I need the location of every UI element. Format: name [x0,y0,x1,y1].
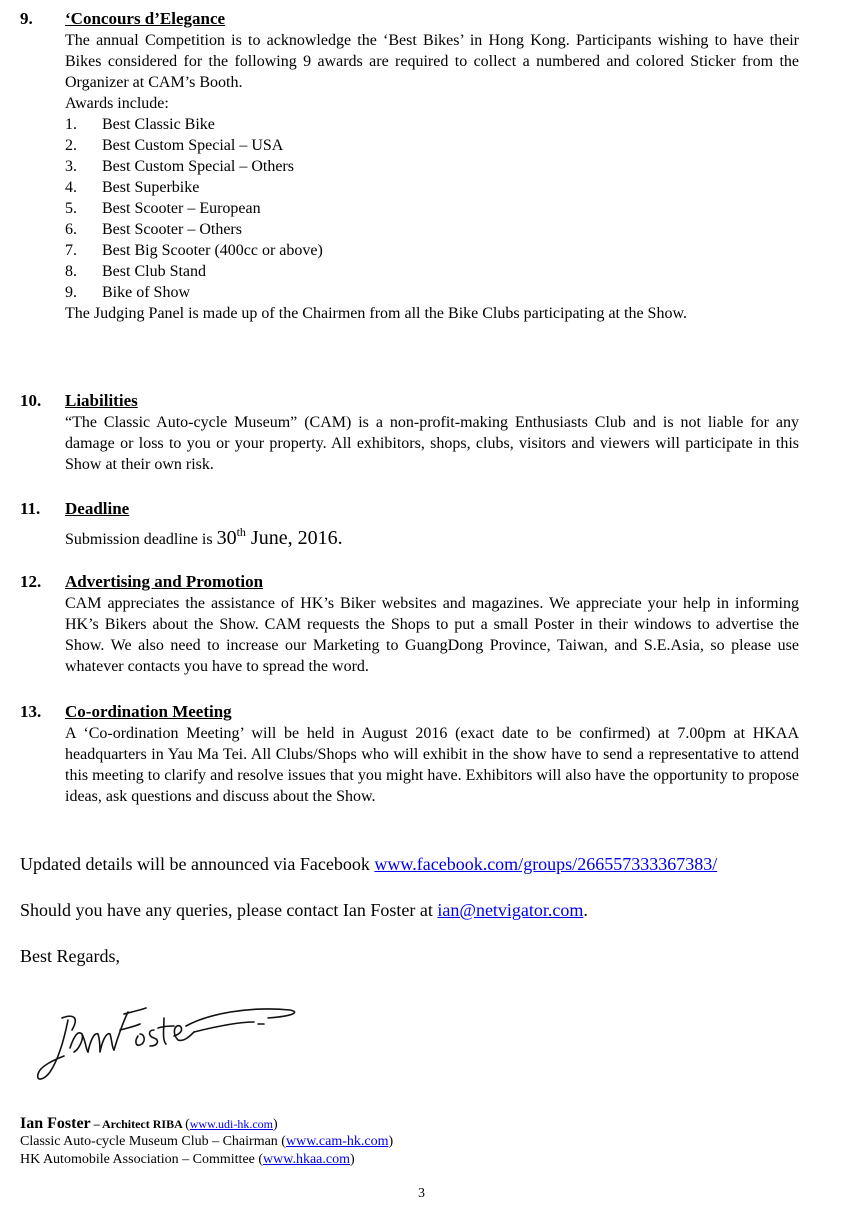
section-heading [20,571,800,593]
signature-block [20,1115,620,1169]
page-number: 3 [418,1186,425,1201]
list-label: Best Classic Bike [102,116,215,133]
liabilities-text: “The Classic Auto-cycle Museum” (CAM) is a non-profit-making Enthusiasts Club and is not liable for any damage or loss to you or your property. All exhibitors, shops, clubs, visitors and viewers will participate in this Show at their own risk. [65,414,799,473]
list-label: Best Scooter – Others [102,221,242,238]
list-label: Bike of Show [102,284,190,301]
concours-intro: The annual Competition is to acknowledge the ‘Best Bikes’ in Hong Kong. Participants wishing to have their Bikes considered for the following 9 awards are required to collect a numbered and colored Sticker from the Organizer at CAM’s Booth. [65,32,799,91]
awards-intro: Awards include: [65,95,169,112]
list-item [65,114,799,135]
section-body [65,412,799,475]
signature-hkaa-line [20,1151,620,1169]
advertising-text: CAM appreciates the assistance of HK’s Biker websites and magazines. We appreciate your help in informing HK’s Bikers about the Show. CAM requests the Shops to put a small Poster in their windows to advertise the Show. We also need to increase our Marketing to GuangDong Province, Taiwan, and S.E.Asia, so please use whatever contacts you have to spread the word. [65,595,799,675]
email-link[interactable]: ian@netvigator.com [437,900,584,920]
cam-link[interactable]: www.cam-hk.com [285,1134,389,1149]
deadline-day: 30 [216,527,237,549]
list-label: Best Club Stand [102,263,207,280]
hkaa-link[interactable]: www.hkaa.com [263,1152,350,1167]
cam-role-text: Classic Auto-cycle Museum Club – Chairman ( [20,1134,286,1149]
paren-close: ) [272,1117,278,1132]
paren-close: ) [388,1134,394,1149]
deadline-text [65,520,799,552]
section-number: 13. [20,702,42,721]
list-item [65,219,799,240]
paren-open: ( [185,1117,190,1132]
section-coordination [20,701,800,807]
signer-name: Ian Foster [20,1115,91,1132]
section-body [65,593,799,677]
section-title: ‘Concours d’Elegance [65,9,226,28]
list-number: 9. [65,284,77,301]
section-deadline [20,498,800,552]
section-number: 10. [20,391,42,410]
list-number: 3. [65,158,77,175]
section-liabilities [20,390,800,475]
contact-end: . [583,900,588,920]
section-number: 9. [20,9,33,28]
facebook-line [20,852,820,876]
handwritten-signature [28,990,308,1090]
section-heading [20,701,800,723]
regards-text: Best Regards, [20,946,120,966]
contact-text: Should you have any queries, please contact Ian Foster at [20,900,438,920]
regards-line [20,944,820,968]
deadline-prefix: Submission deadline is [65,531,217,548]
section-title: Liabilities [65,391,138,410]
hkaa-role-text: HK Automobile Association – Committee ( [20,1152,264,1167]
list-label: Best Big Scooter (400cc or above) [102,242,323,259]
list-item [65,261,799,282]
list-number: 2. [65,137,77,154]
section-body [65,723,799,807]
section-number: 12. [20,572,42,591]
list-item [65,282,799,303]
facebook-text: Updated details will be announced via Facebook [20,854,375,874]
section-number: 11. [20,499,41,518]
list-item [65,156,799,177]
list-number: 7. [65,242,77,259]
list-label: Best Custom Special – Others [102,158,294,175]
list-number: 8. [65,263,77,280]
section-heading [20,390,800,412]
facebook-link[interactable]: www.facebook.com/groups/266557333367383/ [374,854,718,874]
deadline-month-year: June, 2016. [245,527,343,549]
list-number: 1. [65,116,77,133]
list-number: 5. [65,200,77,217]
list-item [65,240,799,261]
udi-link[interactable]: www.udi-hk.com [189,1117,273,1131]
coordination-text: A ‘Co-ordination Meeting’ will be held in August 2016 (exact date to be confirmed) at 7.00pm at HKAA headquarters in Yau Ma Tei. All Clubs/Shops who will exhibit in the show have to send a representative to attend this meeting to clarify and resolve issues that you might have. Exhibitors will also have the opportunity to propose ideas, ask questions and discuss about the Show. [65,725,799,805]
section-concours [20,8,800,324]
list-label: Best Scooter – European [102,200,261,217]
section-title: Deadline [65,499,130,518]
list-label: Best Superbike [102,179,200,196]
section-title: Advertising and Promotion [65,572,264,591]
section-heading [20,8,800,30]
list-item [65,135,799,156]
list-item [65,177,799,198]
section-advertising [20,571,800,677]
list-number: 4. [65,179,77,196]
section-body [65,30,799,324]
signer-title: – Architect RIBA [90,1117,186,1131]
deadline-date [217,527,343,549]
signature-cam-line [20,1133,620,1151]
paren-close: ) [350,1152,355,1167]
judging-note: The Judging Panel is made up of the Chairmen from all the Bike Clubs participating at the Show. [65,305,687,322]
signature-name-line [20,1115,620,1133]
contact-line [20,898,820,922]
award-list [65,114,799,303]
section-heading [20,498,800,520]
list-label: Best Custom Special – USA [102,137,284,154]
deadline-ordinal: th [236,525,246,539]
section-title: Co-ordination Meeting [65,702,232,721]
list-number: 6. [65,221,77,238]
list-item [65,198,799,219]
